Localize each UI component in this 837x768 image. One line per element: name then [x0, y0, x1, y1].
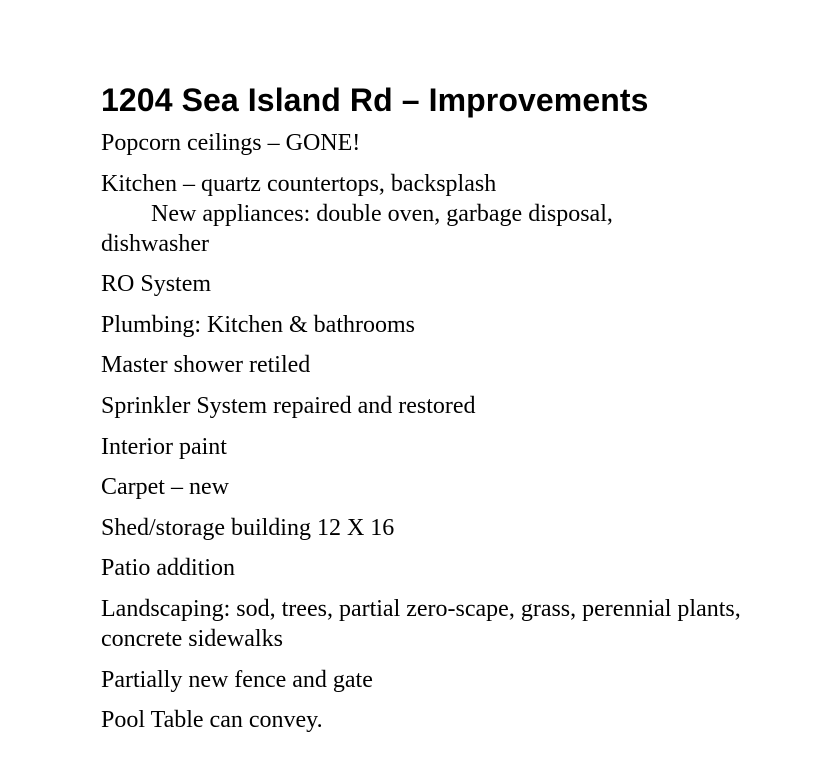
- list-item-interior-paint: Interior paint: [101, 433, 227, 460]
- list-item-sprinkler: Sprinkler System repaired and restored: [101, 392, 476, 419]
- list-item-patio: Patio addition: [101, 555, 235, 582]
- kitchen-line: Kitchen – quartz countertops, backsplash: [101, 170, 497, 197]
- list-item-popcorn-ceilings: Popcorn ceilings – GONE!: [101, 130, 361, 156]
- list-item-landscaping: Landscaping: sod, trees, partial zero-scape, grass, perennial plants, concrete sidewalks: [101, 595, 741, 652]
- list-item-ro-system: RO System: [101, 271, 212, 298]
- kitchen-appliances-line: New appliances: double oven, garbage disposal,: [151, 200, 613, 227]
- list-item-pool-table: Pool Table can convey.: [101, 707, 323, 734]
- list-item-carpet: Carpet – new: [101, 474, 229, 501]
- list-item-kitchen: [101, 169, 801, 259]
- page-title: 1204 Sea Island Rd – Improvements: [101, 82, 649, 118]
- document: [101, 80, 801, 746]
- list-item-fence: Partially new fence and gate: [101, 666, 373, 693]
- list-item-plumbing: Plumbing: Kitchen & bathrooms: [101, 311, 415, 338]
- list-item-shed: Shed/storage building 12 X 16: [101, 514, 395, 541]
- kitchen-appliances-continuation: dishwasher: [101, 230, 209, 257]
- list-item-master-shower: Master shower retiled: [101, 352, 311, 379]
